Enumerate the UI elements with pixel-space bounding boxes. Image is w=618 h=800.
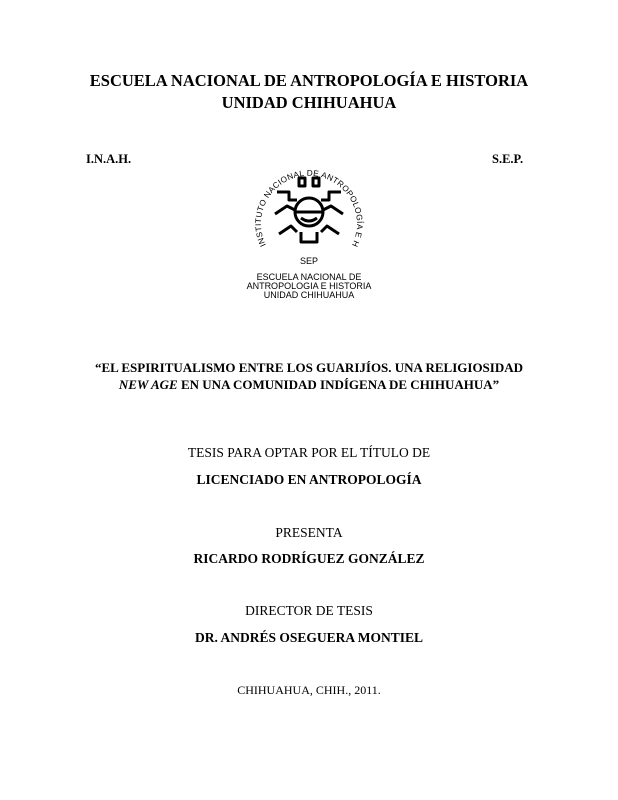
seal-caption-line2: ANTROPOLOGIA E HISTORIA	[246, 281, 372, 291]
director-label: DIRECTOR DE TESIS	[245, 603, 373, 618]
seal-sep-text: SEP	[299, 256, 319, 266]
inah-label: I.N.A.H.	[86, 152, 132, 166]
thesis-title	[80, 359, 538, 393]
seal-caption-line1: ESCUELA NACIONAL DE	[256, 272, 362, 282]
institution-name: ESCUELA NACIONAL DE ANTROPOLOGÍA E HISTORIA	[89, 71, 529, 90]
presenter-name: RICARDO RODRÍGUEZ GONZÁLEZ	[193, 551, 425, 566]
director-name: DR. ANDRÉS OSEGUERA MONTIEL	[194, 630, 424, 645]
thesis-title-emphasis: NEW AGE	[118, 377, 178, 392]
inah-seal-icon	[236, 150, 382, 268]
institution-unit: UNIDAD CHIHUAHUA	[221, 93, 397, 112]
seal-caption-line3: UNIDAD CHIHUAHUA	[263, 290, 355, 300]
degree-label: TESIS PARA OPTAR POR EL TÍTULO DE	[187, 445, 431, 460]
seal-ring-text: INSTITUTO NACIONAL DE ANTROPOLOGÍA E H	[253, 168, 365, 249]
place-date: CHIHUAHUA, CHIH., 2011.	[237, 683, 381, 697]
thesis-title-part2: EN UNA COMUNIDAD INDÍGENA DE CHIHUAHUA”	[177, 377, 500, 392]
thesis-title-part1: “EL ESPIRITUALISMO ENTRE LOS GUARIJÍOS. UNA RELIGIOSIDAD	[94, 360, 524, 375]
inah-seal	[236, 150, 382, 300]
sep-label: S.E.P.	[492, 152, 524, 166]
degree-title: LICENCIADO EN ANTROPOLOGÍA	[196, 472, 422, 487]
presenter-label: PRESENTA	[275, 525, 343, 540]
